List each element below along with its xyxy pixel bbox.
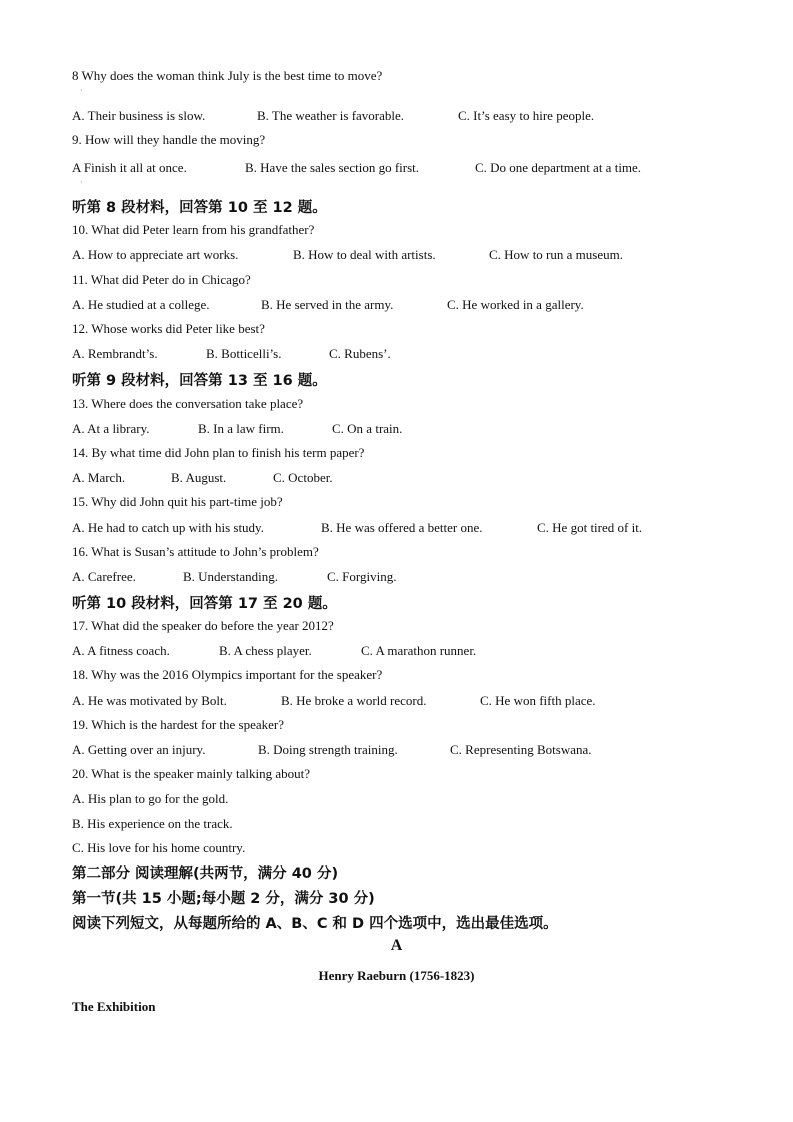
question-8: 8 Why does the woman think July is the best time to move? bbox=[72, 68, 383, 83]
option-c: C. How to run a museum. bbox=[489, 247, 623, 262]
option-b: B. He served in the army. bbox=[261, 297, 394, 312]
option-c: C. On a train. bbox=[332, 421, 403, 436]
question-10: 10. What did Peter learn from his grandfather? bbox=[72, 222, 315, 237]
option-a: A. March. bbox=[72, 470, 126, 485]
option-a: A. He had to catch up with his study. bbox=[72, 520, 264, 535]
option-c: C. He worked in a gallery. bbox=[447, 297, 584, 312]
passage-title: Henry Raeburn (1756-1823) bbox=[318, 968, 475, 983]
section-heading-10: 听第 10 段材料，回答第 17 至 20 题。 bbox=[72, 596, 337, 612]
option-a: A. His plan to go for the gold. bbox=[72, 791, 229, 806]
question-11: 11. What did Peter do in Chicago? bbox=[72, 272, 251, 287]
option-a: A. He studied at a college. bbox=[72, 297, 210, 312]
option-c: C. He won fifth place. bbox=[480, 693, 596, 708]
option-b: B. In a law firm. bbox=[198, 421, 284, 436]
question-14: 14. By what time did John plan to finish his term paper? bbox=[72, 445, 365, 460]
option-c: C. Representing Botswana. bbox=[450, 742, 592, 757]
passage-subtitle: The Exhibition bbox=[72, 999, 156, 1014]
question-16: 16. What is Susan’s attitude to John’s problem? bbox=[72, 544, 319, 559]
question-20: 20. What is the speaker mainly talking about? bbox=[72, 766, 311, 781]
option-b: B. He broke a world record. bbox=[281, 693, 427, 708]
option-a: A. Carefree. bbox=[72, 569, 136, 584]
option-b: B. A chess player. bbox=[219, 643, 312, 658]
option-b: B. August. bbox=[171, 470, 227, 485]
option-c: C. He got tired of it. bbox=[537, 520, 643, 535]
option-c: C. Rubens’. bbox=[329, 346, 391, 361]
option-b: B. The weather is favorable. bbox=[257, 108, 405, 123]
option-b: B. Have the sales section go first. bbox=[245, 160, 420, 175]
part-two-title: 第二部分 阅读理解(共两节，满分 40 分) bbox=[72, 866, 339, 882]
question-15: 15. Why did John quit his part-time job? bbox=[72, 494, 283, 509]
section-heading-9: 听第 9 段材料，回答第 13 至 16 题。 bbox=[72, 373, 327, 389]
question-17: 17. What did the speaker do before the year 2012? bbox=[72, 618, 334, 633]
question-18: 18. Why was the 2016 Olympics important for the speaker? bbox=[72, 667, 383, 682]
option-b: B. Understanding. bbox=[183, 569, 278, 584]
option-a: A. He was motivated by Bolt. bbox=[72, 693, 227, 708]
option-b: B. His experience on the track. bbox=[72, 816, 233, 831]
passage-letter: A bbox=[390, 937, 403, 954]
section-heading-8: 听第 8 段材料，回答第 10 至 12 题。 bbox=[72, 200, 327, 216]
option-a: A. A fitness coach. bbox=[72, 643, 170, 658]
option-c: C. It’s easy to hire people. bbox=[458, 108, 595, 123]
option-a: A. Their business is slow. bbox=[72, 108, 206, 123]
part-two-instruction: 阅读下列短文，从每题所给的 A、B、C 和 D 四个选项中，选出最佳选项。 bbox=[72, 916, 558, 932]
question-9: 9. How will they handle the moving? bbox=[72, 132, 266, 147]
option-a: A. Getting over an injury. bbox=[72, 742, 206, 757]
stray-dot: · bbox=[80, 178, 83, 187]
option-c: C. A marathon runner. bbox=[361, 643, 477, 658]
option-c: C. Forgiving. bbox=[327, 569, 397, 584]
option-b: B. Botticelli’s. bbox=[206, 346, 282, 361]
part-two-section-one: 第一节(共 15 小题;每小题 2 分，满分 30 分) bbox=[72, 891, 375, 907]
option-b: B. How to deal with artists. bbox=[293, 247, 436, 262]
stray-dot: · bbox=[80, 86, 83, 95]
question-19: 19. Which is the hardest for the speaker? bbox=[72, 717, 285, 732]
option-c: C. His love for his home country. bbox=[72, 840, 246, 855]
option-a: A. Rembrandt’s. bbox=[72, 346, 158, 361]
option-b: B. He was offered a better one. bbox=[321, 520, 483, 535]
option-a: A. How to appreciate art works. bbox=[72, 247, 239, 262]
option-c: C. October. bbox=[273, 470, 333, 485]
option-a: A. At a library. bbox=[72, 421, 150, 436]
option-a: A Finish it all at once. bbox=[72, 160, 187, 175]
option-b: B. Doing strength training. bbox=[258, 742, 398, 757]
question-13: 13. Where does the conversation take place? bbox=[72, 396, 304, 411]
question-12: 12. Whose works did Peter like best? bbox=[72, 321, 265, 336]
option-c: C. Do one department at a time. bbox=[475, 160, 642, 175]
